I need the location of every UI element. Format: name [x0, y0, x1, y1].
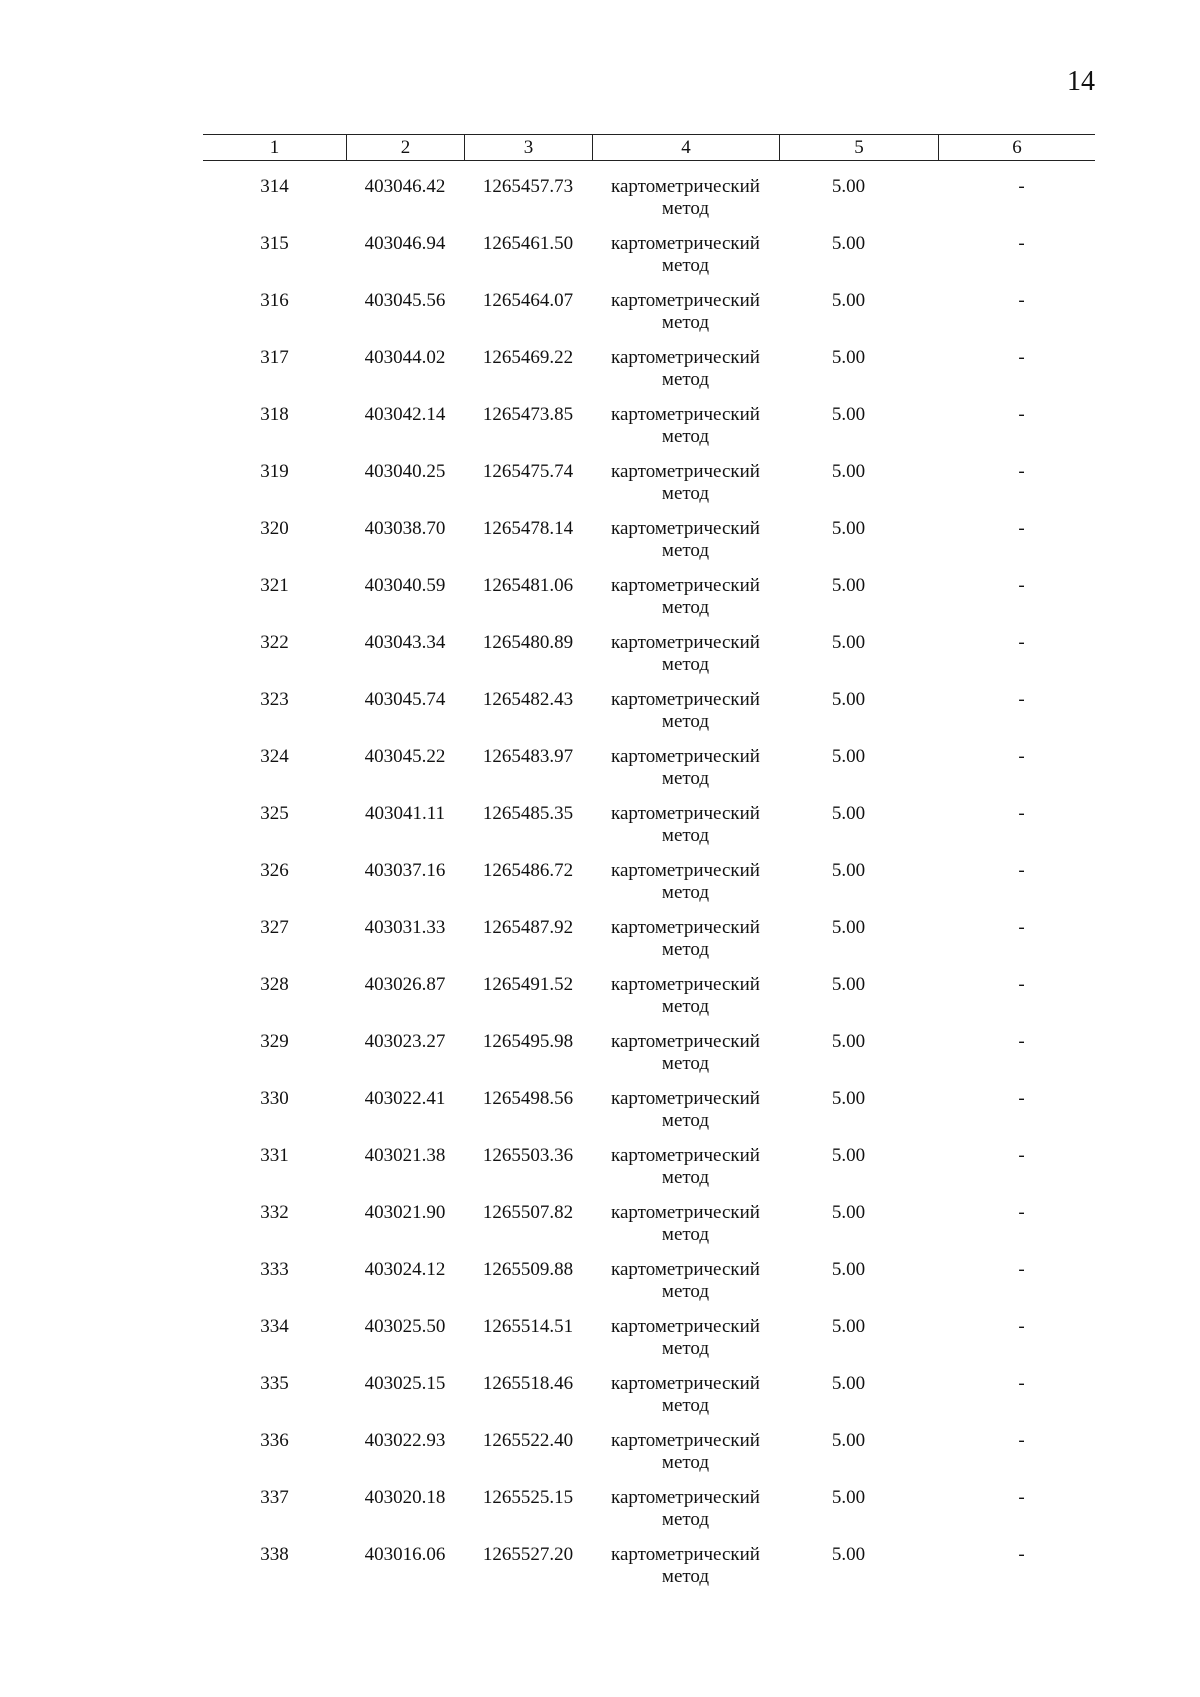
- x-coordinate-cell: 403040.59: [364, 575, 446, 596]
- y-coordinate-cell: 1265514.51: [482, 1316, 574, 1337]
- table-row: [203, 1259, 1095, 1316]
- y-coordinate-cell: 1265498.56: [482, 1088, 574, 1109]
- accuracy-cell: 5.00: [831, 461, 866, 482]
- point-number-cell: 333: [260, 1259, 289, 1280]
- x-coordinate-cell: 403046.94: [364, 233, 446, 254]
- header-col-4: 4: [592, 135, 779, 160]
- x-coordinate-cell: 403016.06: [364, 1544, 446, 1565]
- method-line-2: метод: [661, 1452, 710, 1473]
- point-number-cell: 338: [260, 1544, 289, 1565]
- method-line-2: метод: [661, 768, 710, 789]
- x-coordinate-cell: 403026.87: [364, 974, 446, 995]
- x-coordinate-cell: 403023.27: [364, 1031, 446, 1052]
- method-line-1: картометрический: [611, 746, 760, 767]
- table-row: [203, 404, 1095, 461]
- x-coordinate-cell: 403042.14: [364, 404, 446, 425]
- method-line-1: картометрический: [611, 1031, 760, 1052]
- method-line-1: картометрический: [611, 917, 760, 938]
- note-cell: -: [1018, 860, 1025, 881]
- table-body: [203, 176, 1095, 1601]
- accuracy-cell: 5.00: [831, 1088, 866, 1109]
- method-cell: [592, 1430, 779, 1487]
- note-cell: -: [1018, 1259, 1025, 1280]
- note-cell: -: [1018, 917, 1025, 938]
- y-coordinate-cell: 1265473.85: [482, 404, 574, 425]
- method-line-1: картометрический: [611, 974, 760, 995]
- x-coordinate-cell: 403022.41: [364, 1088, 446, 1109]
- method-line-1: картометрический: [611, 689, 760, 710]
- method-line-2: метод: [661, 1566, 710, 1587]
- method-cell: [592, 632, 779, 689]
- accuracy-cell: 5.00: [831, 176, 866, 197]
- x-coordinate-cell: 403025.15: [364, 1373, 446, 1394]
- accuracy-cell: 5.00: [831, 860, 866, 881]
- method-cell: [592, 689, 779, 746]
- method-line-1: картометрический: [611, 1430, 760, 1451]
- method-line-2: метод: [661, 1281, 710, 1302]
- header-col-1: 1: [269, 137, 280, 158]
- point-number-cell: 325: [260, 803, 289, 824]
- accuracy-cell: 5.00: [831, 632, 866, 653]
- point-number-cell: 322: [260, 632, 289, 653]
- y-coordinate-cell: 1265487.92: [482, 917, 574, 938]
- y-coordinate-cell: 1265481.06: [482, 575, 574, 596]
- table-row: [203, 917, 1095, 974]
- method-line-2: метод: [661, 1509, 710, 1530]
- method-line-1: картометрический: [611, 347, 760, 368]
- method-line-1: картометрический: [611, 1544, 760, 1565]
- method-line-2: метод: [661, 255, 710, 276]
- method-line-2: метод: [661, 1224, 710, 1245]
- y-coordinate-cell: 1265464.07: [482, 290, 574, 311]
- method-cell: [592, 1316, 779, 1373]
- table-row: [203, 1202, 1095, 1259]
- method-line-1: картометрический: [611, 1088, 760, 1109]
- method-cell: [592, 746, 779, 803]
- x-coordinate-cell: 403020.18: [364, 1487, 446, 1508]
- table-row: [203, 1316, 1095, 1373]
- note-cell: -: [1018, 1088, 1025, 1109]
- y-coordinate-cell: 1265480.89: [482, 632, 574, 653]
- method-line-2: метод: [661, 198, 710, 219]
- x-coordinate-cell: 403041.11: [364, 803, 446, 824]
- method-cell: [592, 1259, 779, 1316]
- method-line-2: метод: [661, 996, 710, 1017]
- method-line-2: метод: [661, 654, 710, 675]
- note-cell: -: [1018, 689, 1025, 710]
- accuracy-cell: 5.00: [831, 1430, 866, 1451]
- method-line-1: картометрический: [611, 1202, 760, 1223]
- accuracy-cell: 5.00: [831, 290, 866, 311]
- header-col-6: 6: [938, 135, 1095, 160]
- accuracy-cell: 5.00: [831, 1316, 866, 1337]
- method-line-1: картометрический: [611, 1145, 760, 1166]
- note-cell: -: [1018, 803, 1025, 824]
- point-number-cell: 318: [260, 404, 289, 425]
- y-coordinate-cell: 1265507.82: [482, 1202, 574, 1223]
- method-cell: [592, 233, 779, 290]
- method-line-1: картометрический: [611, 461, 760, 482]
- table-row: [203, 518, 1095, 575]
- method-cell: [592, 404, 779, 461]
- note-cell: -: [1018, 461, 1025, 482]
- table-row: [203, 1031, 1095, 1088]
- note-cell: -: [1018, 1544, 1025, 1565]
- table-row: [203, 347, 1095, 404]
- method-line-2: метод: [661, 1110, 710, 1131]
- method-cell: [592, 176, 779, 233]
- method-line-2: метод: [661, 939, 710, 960]
- method-cell: [592, 1544, 779, 1601]
- x-coordinate-cell: 403024.12: [364, 1259, 446, 1280]
- note-cell: -: [1018, 1202, 1025, 1223]
- method-line-2: метод: [661, 540, 710, 561]
- method-cell: [592, 1088, 779, 1145]
- x-coordinate-cell: 403021.38: [364, 1145, 446, 1166]
- table-header: [203, 134, 1095, 161]
- accuracy-cell: 5.00: [831, 347, 866, 368]
- method-line-2: метод: [661, 825, 710, 846]
- y-coordinate-cell: 1265522.40: [482, 1430, 574, 1451]
- x-coordinate-cell: 403045.56: [364, 290, 446, 311]
- y-coordinate-cell: 1265478.14: [482, 518, 574, 539]
- table-row: [203, 1373, 1095, 1430]
- method-cell: [592, 347, 779, 404]
- table-row: [203, 746, 1095, 803]
- table-row: [203, 974, 1095, 1031]
- note-cell: -: [1018, 632, 1025, 653]
- point-number-cell: 314: [260, 176, 289, 197]
- point-number-cell: 319: [260, 461, 289, 482]
- method-cell: [592, 974, 779, 1031]
- y-coordinate-cell: 1265469.22: [482, 347, 574, 368]
- x-coordinate-cell: 403031.33: [364, 917, 446, 938]
- method-line-1: картометрический: [611, 290, 760, 311]
- x-coordinate-cell: 403045.74: [364, 689, 446, 710]
- table-row: [203, 233, 1095, 290]
- method-line-2: метод: [661, 882, 710, 903]
- method-line-2: метод: [661, 1395, 710, 1416]
- method-cell: [592, 917, 779, 974]
- point-number-cell: 326: [260, 860, 289, 881]
- accuracy-cell: 5.00: [831, 1259, 866, 1280]
- y-coordinate-cell: 1265457.73: [482, 176, 574, 197]
- method-line-2: метод: [661, 711, 710, 732]
- note-cell: -: [1018, 347, 1025, 368]
- y-coordinate-cell: 1265486.72: [482, 860, 574, 881]
- table-row: [203, 1487, 1095, 1544]
- x-coordinate-cell: 403021.90: [364, 1202, 446, 1223]
- table-row: [203, 1145, 1095, 1202]
- x-coordinate-cell: 403040.25: [364, 461, 446, 482]
- point-number-cell: 316: [260, 290, 289, 311]
- note-cell: -: [1018, 518, 1025, 539]
- method-line-1: картометрический: [611, 404, 760, 425]
- y-coordinate-cell: 1265527.20: [482, 1544, 574, 1565]
- y-coordinate-cell: 1265518.46: [482, 1373, 574, 1394]
- method-cell: [592, 803, 779, 860]
- method-line-1: картометрический: [611, 233, 760, 254]
- point-number-cell: 327: [260, 917, 289, 938]
- y-coordinate-cell: 1265482.43: [482, 689, 574, 710]
- table-row: [203, 461, 1095, 518]
- x-coordinate-cell: 403043.34: [364, 632, 446, 653]
- table-row: [203, 575, 1095, 632]
- point-number-cell: 323: [260, 689, 289, 710]
- note-cell: -: [1018, 575, 1025, 596]
- note-cell: -: [1018, 1145, 1025, 1166]
- note-cell: -: [1018, 1487, 1025, 1508]
- coordinates-table: [203, 134, 1095, 1587]
- y-coordinate-cell: 1265475.74: [482, 461, 574, 482]
- note-cell: -: [1018, 746, 1025, 767]
- method-line-2: метод: [661, 597, 710, 618]
- method-cell: [592, 1145, 779, 1202]
- x-coordinate-cell: 403044.02: [364, 347, 446, 368]
- note-cell: -: [1018, 1316, 1025, 1337]
- accuracy-cell: 5.00: [831, 974, 866, 995]
- point-number-cell: 324: [260, 746, 289, 767]
- point-number-cell: 334: [260, 1316, 289, 1337]
- note-cell: -: [1018, 404, 1025, 425]
- table-row: [203, 689, 1095, 746]
- x-coordinate-cell: 403037.16: [364, 860, 446, 881]
- table-row: [203, 860, 1095, 917]
- table-row: [203, 1544, 1095, 1601]
- x-coordinate-cell: 403046.42: [364, 176, 446, 197]
- accuracy-cell: 5.00: [831, 689, 866, 710]
- point-number-cell: 330: [260, 1088, 289, 1109]
- accuracy-cell: 5.00: [831, 404, 866, 425]
- method-line-1: картометрический: [611, 1487, 760, 1508]
- header-col-5: 5: [779, 135, 938, 160]
- accuracy-cell: 5.00: [831, 1202, 866, 1223]
- point-number-cell: 329: [260, 1031, 289, 1052]
- table-row: [203, 176, 1095, 233]
- accuracy-cell: 5.00: [831, 1544, 866, 1565]
- header-col-3: 3: [464, 135, 592, 160]
- method-line-2: метод: [661, 369, 710, 390]
- note-cell: -: [1018, 1373, 1025, 1394]
- y-coordinate-cell: 1265503.36: [482, 1145, 574, 1166]
- point-number-cell: 337: [260, 1487, 289, 1508]
- method-line-1: картометрический: [611, 518, 760, 539]
- x-coordinate-cell: 403045.22: [364, 746, 446, 767]
- table-row: [203, 1088, 1095, 1145]
- y-coordinate-cell: 1265525.15: [482, 1487, 574, 1508]
- note-cell: -: [1018, 1430, 1025, 1451]
- y-coordinate-cell: 1265485.35: [482, 803, 574, 824]
- accuracy-cell: 5.00: [831, 233, 866, 254]
- method-line-1: картометрический: [611, 176, 760, 197]
- method-cell: [592, 575, 779, 632]
- table-row: [203, 290, 1095, 347]
- x-coordinate-cell: 403025.50: [364, 1316, 446, 1337]
- method-line-1: картометрический: [611, 860, 760, 881]
- point-number-cell: 317: [260, 347, 289, 368]
- note-cell: -: [1018, 290, 1025, 311]
- accuracy-cell: 5.00: [831, 1145, 866, 1166]
- point-number-cell: 321: [260, 575, 289, 596]
- accuracy-cell: 5.00: [831, 746, 866, 767]
- table-row: [203, 803, 1095, 860]
- method-line-1: картометрический: [611, 1316, 760, 1337]
- method-cell: [592, 1202, 779, 1259]
- method-cell: [592, 860, 779, 917]
- x-coordinate-cell: 403022.93: [364, 1430, 446, 1451]
- table-row: [203, 632, 1095, 689]
- method-line-1: картометрический: [611, 1373, 760, 1394]
- note-cell: -: [1018, 974, 1025, 995]
- method-cell: [592, 1373, 779, 1430]
- x-coordinate-cell: 403038.70: [364, 518, 446, 539]
- point-number-cell: 320: [260, 518, 289, 539]
- y-coordinate-cell: 1265509.88: [482, 1259, 574, 1280]
- method-line-1: картометрический: [611, 803, 760, 824]
- accuracy-cell: 5.00: [831, 1373, 866, 1394]
- accuracy-cell: 5.00: [831, 917, 866, 938]
- method-line-1: картометрический: [611, 1259, 760, 1280]
- accuracy-cell: 5.00: [831, 575, 866, 596]
- page-number: 14: [1067, 66, 1095, 97]
- method-line-2: метод: [661, 1338, 710, 1359]
- method-line-2: метод: [661, 426, 710, 447]
- method-cell: [592, 461, 779, 518]
- method-cell: [592, 1487, 779, 1544]
- point-number-cell: 331: [260, 1145, 289, 1166]
- accuracy-cell: 5.00: [831, 518, 866, 539]
- y-coordinate-cell: 1265483.97: [482, 746, 574, 767]
- point-number-cell: 336: [260, 1430, 289, 1451]
- header-col-2: 2: [346, 135, 464, 160]
- method-line-1: картометрический: [611, 575, 760, 596]
- method-cell: [592, 1031, 779, 1088]
- method-line-2: метод: [661, 483, 710, 504]
- method-line-2: метод: [661, 1053, 710, 1074]
- accuracy-cell: 5.00: [831, 803, 866, 824]
- table-row: [203, 1430, 1095, 1487]
- y-coordinate-cell: 1265491.52: [482, 974, 574, 995]
- point-number-cell: 328: [260, 974, 289, 995]
- method-line-2: метод: [661, 1167, 710, 1188]
- accuracy-cell: 5.00: [831, 1487, 866, 1508]
- method-cell: [592, 290, 779, 347]
- accuracy-cell: 5.00: [831, 1031, 866, 1052]
- note-cell: -: [1018, 1031, 1025, 1052]
- point-number-cell: 332: [260, 1202, 289, 1223]
- method-line-2: метод: [661, 312, 710, 333]
- method-line-1: картометрический: [611, 632, 760, 653]
- y-coordinate-cell: 1265461.50: [482, 233, 574, 254]
- method-cell: [592, 518, 779, 575]
- y-coordinate-cell: 1265495.98: [482, 1031, 574, 1052]
- note-cell: -: [1018, 176, 1025, 197]
- point-number-cell: 335: [260, 1373, 289, 1394]
- point-number-cell: 315: [260, 233, 289, 254]
- note-cell: -: [1018, 233, 1025, 254]
